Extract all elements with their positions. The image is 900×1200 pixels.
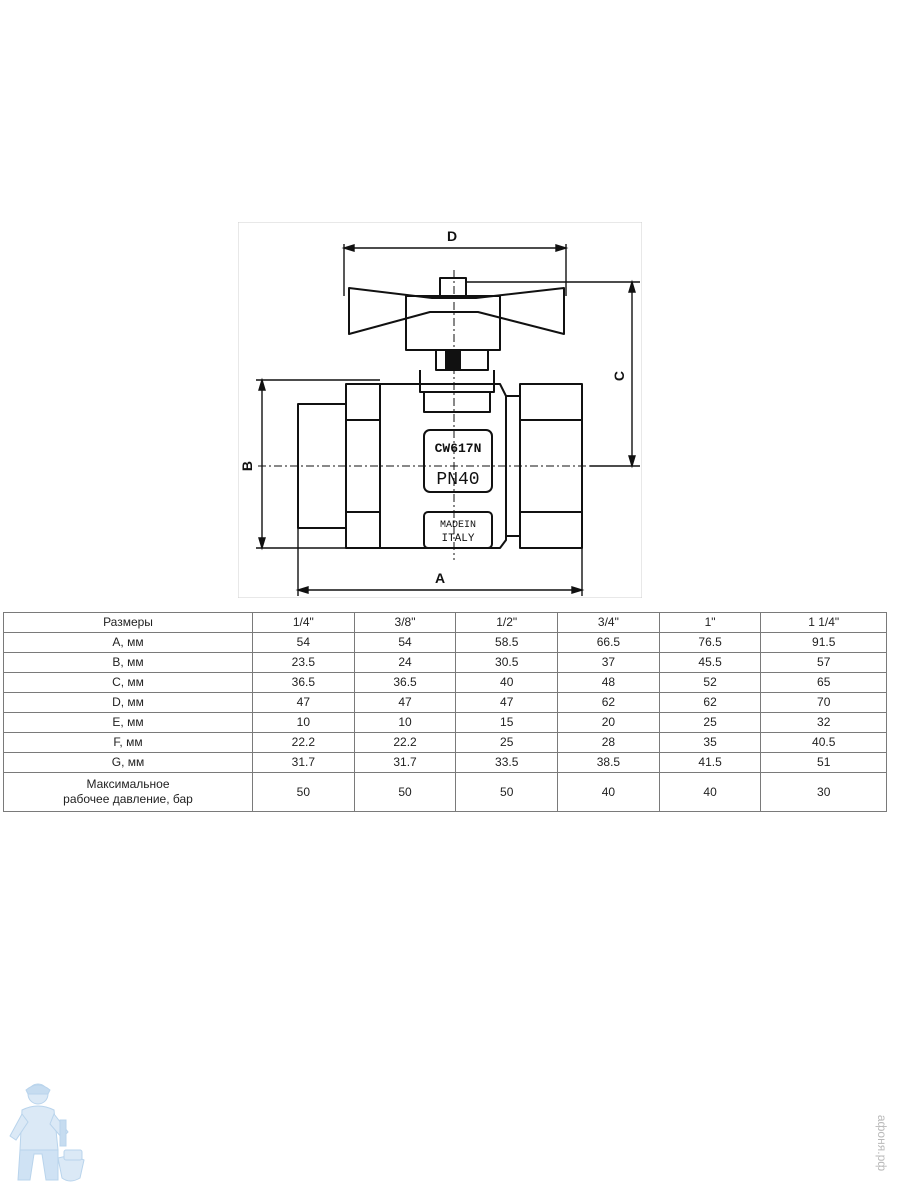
table-row <box>4 713 887 733</box>
pressure-label-line2: рабочее давление, бар <box>63 792 193 806</box>
table-cell: 35 <box>659 733 761 753</box>
table-cell: 40 <box>456 673 558 693</box>
size-header: 1" <box>659 613 761 633</box>
row-label: F, мм <box>4 733 253 753</box>
table-cell: 40 <box>659 773 761 812</box>
size-header: 1/2" <box>456 613 558 633</box>
label-b: B <box>239 460 255 472</box>
table-cell: 37 <box>558 653 660 673</box>
table-cell: 41.5 <box>659 753 761 773</box>
table-cell: 62 <box>558 693 660 713</box>
table-cell: 30 <box>761 773 887 812</box>
table-cell: 45.5 <box>659 653 761 673</box>
table-cell: 10 <box>354 713 456 733</box>
table-row <box>4 653 887 673</box>
table-cell: 33.5 <box>456 753 558 773</box>
table-cell: 23.5 <box>253 653 355 673</box>
pressure-label <box>4 773 253 812</box>
maker-mark-line2: ITALY <box>441 533 475 545</box>
size-header: 3/8" <box>354 613 456 633</box>
table-cell: 40.5 <box>761 733 887 753</box>
handle-hub <box>406 296 500 350</box>
table-cell: 20 <box>558 713 660 733</box>
table-cell: 15 <box>456 713 558 733</box>
row-label: E, мм <box>4 713 253 733</box>
maker-mark-line1: MADEIN <box>439 520 477 531</box>
table-cell: 52 <box>659 673 761 693</box>
table-row <box>4 673 887 693</box>
table-cell: 40 <box>558 773 660 812</box>
stem-nut <box>436 350 488 370</box>
table-row-pressure <box>4 773 887 812</box>
table-cell: 66.5 <box>558 633 660 653</box>
pressure-label-line1: Максимальное <box>86 777 170 791</box>
table-cell: 24 <box>354 653 456 673</box>
table-cell: 47 <box>354 693 456 713</box>
table-cell: 50 <box>253 773 355 812</box>
table-cell: 54 <box>354 633 456 653</box>
table-cell: 31.7 <box>354 753 456 773</box>
table-cell: 30.5 <box>456 653 558 673</box>
table-cell: 32 <box>761 713 887 733</box>
valve-neck <box>420 370 494 392</box>
table-cell: 47 <box>253 693 355 713</box>
table-cell: 50 <box>456 773 558 812</box>
table-cell: 25 <box>456 733 558 753</box>
stem-key <box>446 350 460 370</box>
label-a: A <box>434 570 446 586</box>
size-header: 1 1/4" <box>761 613 887 633</box>
plumber-mascot-logo <box>8 1080 88 1190</box>
row-label: G, мм <box>4 753 253 773</box>
table-cell: 38.5 <box>558 753 660 773</box>
table-cell: 57 <box>761 653 887 673</box>
table-cell: 58.5 <box>456 633 558 653</box>
size-header: 3/4" <box>558 613 660 633</box>
valve-technical-drawing <box>238 222 642 598</box>
table-cell: 36.5 <box>354 673 456 693</box>
site-watermark <box>872 1088 892 1198</box>
table-cell: 54 <box>253 633 355 653</box>
row-label: A, мм <box>4 633 253 653</box>
table-cell: 48 <box>558 673 660 693</box>
table-cell: 76.5 <box>659 633 761 653</box>
table-cell: 91.5 <box>761 633 887 653</box>
row-label: C, мм <box>4 673 253 693</box>
watermark-text: афоня.рф <box>875 1114 889 1172</box>
table-cell: 36.5 <box>253 673 355 693</box>
label-c: C <box>611 370 627 382</box>
table-row <box>4 733 887 753</box>
table-header-row <box>4 613 887 633</box>
size-header: 1/4" <box>253 613 355 633</box>
row-label: B, мм <box>4 653 253 673</box>
table-cell: 70 <box>761 693 887 713</box>
table-cell: 25 <box>659 713 761 733</box>
table-row <box>4 693 887 713</box>
table-cell: 31.7 <box>253 753 355 773</box>
row-label: D, мм <box>4 693 253 713</box>
dimensions-table <box>3 612 887 812</box>
table-cell: 51 <box>761 753 887 773</box>
table-row <box>4 753 887 773</box>
table-cell: 22.2 <box>354 733 456 753</box>
table-cell: 22.2 <box>253 733 355 753</box>
header-label: Размеры <box>4 613 253 633</box>
label-d: D <box>446 228 458 244</box>
table-cell: 50 <box>354 773 456 812</box>
body-marking-line1: CW617N <box>434 441 482 456</box>
table-cell: 65 <box>761 673 887 693</box>
table-cell: 10 <box>253 713 355 733</box>
body-marking-line2: PN40 <box>436 470 480 490</box>
table-cell: 47 <box>456 693 558 713</box>
table-row <box>4 633 887 653</box>
butterfly-handle <box>349 288 564 334</box>
table-cell: 62 <box>659 693 761 713</box>
table-cell: 28 <box>558 733 660 753</box>
